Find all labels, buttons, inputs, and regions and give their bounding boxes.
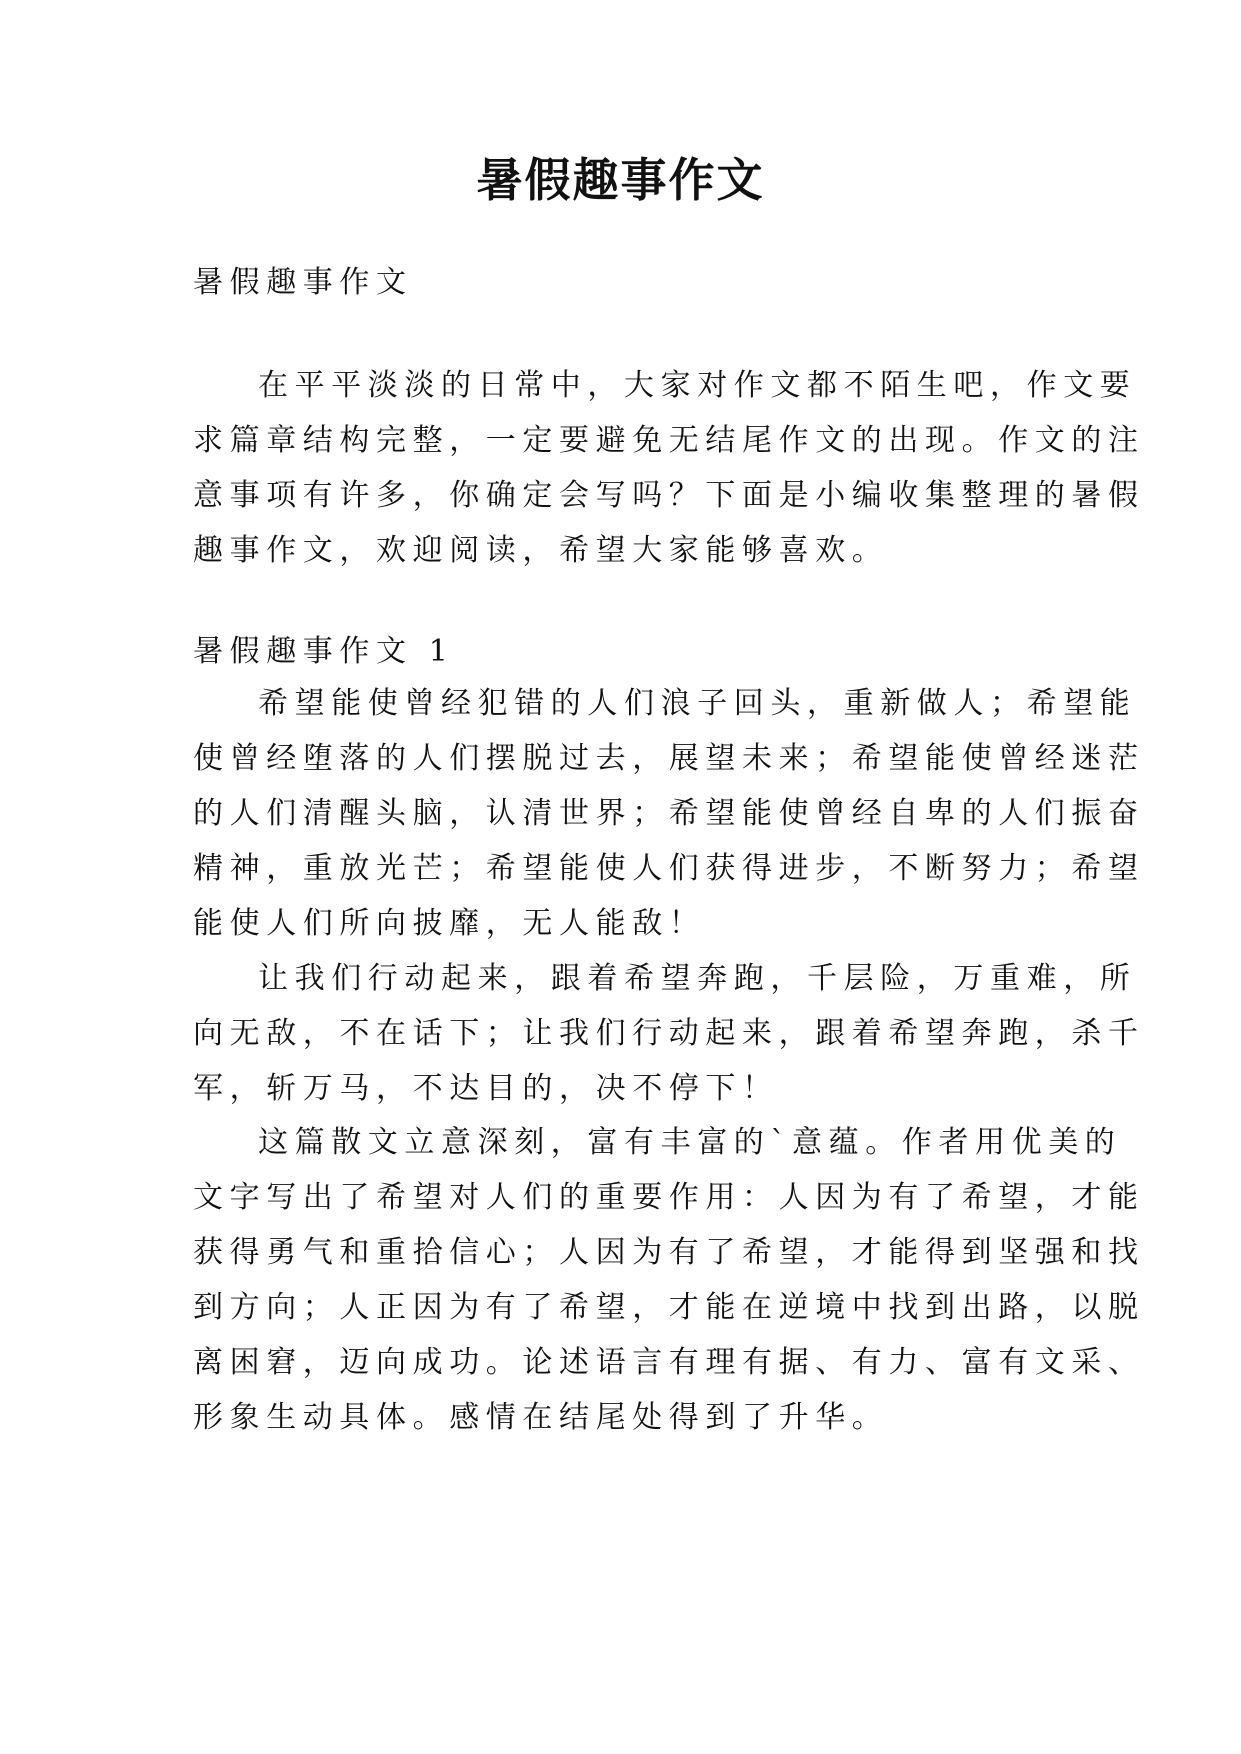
paragraph-line: 精神，重放光芒；希望能使人们获得进步，不断努力；希望 [193,851,1145,886]
paragraph-line: 获得勇气和重拾信心；人因为有了希望，才能得到坚强和找 [193,1235,1145,1270]
paragraph-line: 使曾经堕落的人们摆脱过去，展望未来；希望能使曾经迷茫 [193,741,1145,776]
paragraph-line: 希望能使曾经犯错的人们浪子回头，重新做人；希望能 [258,686,1137,721]
paragraph-line: 的人们清醒头脑，认清世界；希望能使曾经自卑的人们振奋 [193,796,1145,831]
paragraph-line: 军，斩万马，不达目的，决不停下！ [193,1071,779,1106]
paragraph-line: 到方向；人正因为有了希望，才能在逆境中找到出路，以脱 [193,1290,1145,1325]
paragraph-line: 文字写出了希望对人们的重要作用：人因为有了希望，才能 [193,1180,1145,1215]
paragraph-line: 这篇散文立意深刻，富有丰富的`意蕴。作者用优美的 [258,1125,1122,1160]
paragraph-line: 离困窘，迈向成功。论述语言有理有据、有力、富有文采、 [193,1345,1145,1380]
paragraph-line: 让我们行动起来，跟着希望奔跑，千层险，万重难，所 [258,961,1137,996]
document-title: 暑假趣事作文 [476,153,765,207]
paragraph-line: 意事项有许多，你确定会写吗？下面是小编收集整理的暑假 [193,478,1145,513]
paragraph-line: 能使人们所向披靡，无人能敌！ [193,906,706,941]
paragraph-line: 趣事作文，欢迎阅读，希望大家能够喜欢。 [193,533,889,568]
paragraph-line: 在平平淡淡的日常中，大家对作文都不陌生吧，作文要 [258,368,1137,403]
document-subtitle: 暑假趣事作文 [193,265,413,300]
paragraph-line: 形象生动具体。感情在结尾处得到了升华。 [193,1400,889,1435]
paragraph-line: 向无敌，不在话下；让我们行动起来，跟着希望奔跑，杀千 [193,1016,1145,1051]
paragraph-line: 求篇章结构完整，一定要避免无结尾作文的出现。作文的注 [193,423,1145,458]
section-heading: 暑假趣事作文 1 [193,634,455,669]
